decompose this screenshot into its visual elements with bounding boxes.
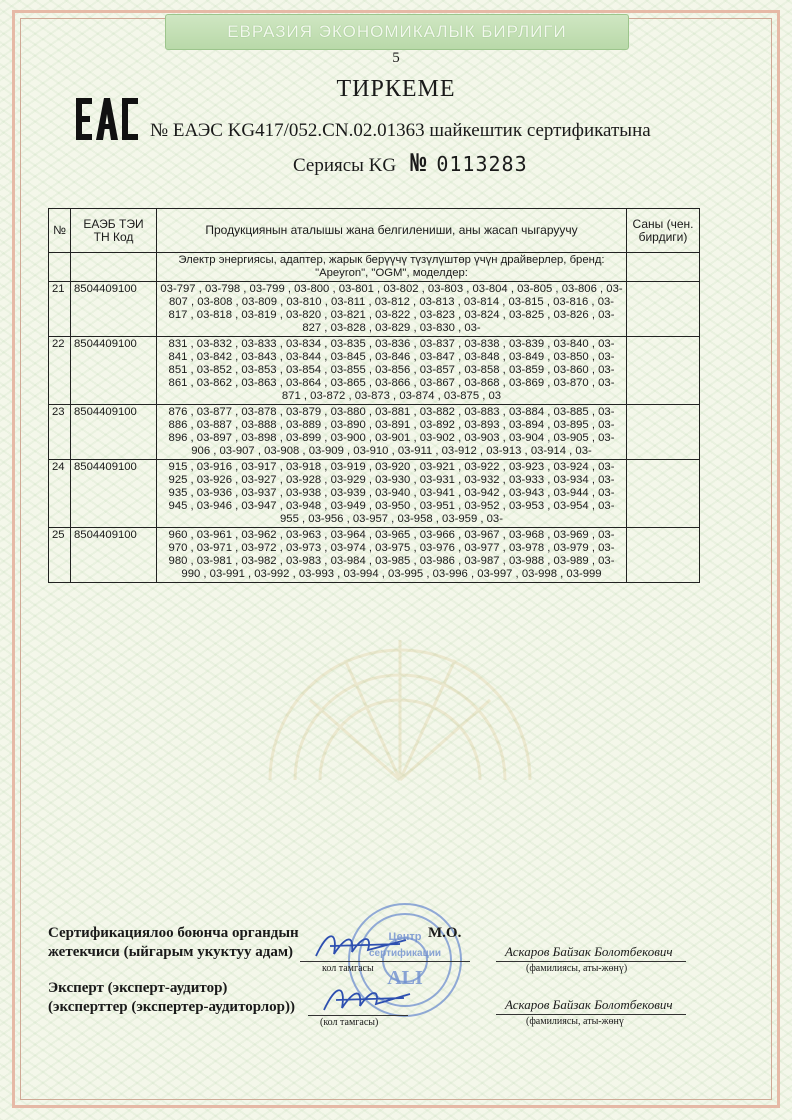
- header-no: №: [49, 209, 71, 253]
- expert-name-line: [496, 1014, 686, 1015]
- table-row: [49, 460, 700, 528]
- eac-logo-icon: [74, 96, 140, 142]
- seal-label: М.О.: [428, 925, 462, 941]
- header-qty: Саны (чен. бирдиги): [627, 209, 700, 253]
- table-row: [49, 528, 700, 583]
- head-sign-caption: кол тамгасы: [322, 963, 374, 974]
- row-qty: [627, 405, 700, 460]
- certificate-reference: № ЕАЭС KG417/052.CN.02.01363 шайкештик сертификатына: [150, 120, 651, 141]
- row-models: 915 , 03-916 , 03-917 , 03-918 , 03-919 , 03-920 , 03-921 , 03-922 , 03-923 , 03-924 , 03-925 , 03-926 , 03-927 , 03-928 , 03-929 , 03-930 , 03-931 , 03-932 , 03-933 , 03-934 , 03-935 , 03-936 , 03-937 , 03-938 , 03-939 , 03-940 , 03-941 , 03-942 , 03-943 , 03-944 , 03-945 , 03-946 , 03-947 , 03-948 , 03-949 , 03-950 , 03-951 , 03-952 , 03-953 , 03-954 , 03-955 , 03-956 , 03-957 , 03-958 , 03-959 , 03-: [157, 460, 627, 528]
- table-row: [49, 337, 700, 405]
- expert-name-caption: (фамилиясы, аты-жөнү: [526, 1016, 624, 1027]
- header-product: Продукциянын аталышы жана белгилениши, аны жасап чыгаруучу: [157, 209, 627, 253]
- row-number: 21: [49, 282, 71, 337]
- series-line: [293, 150, 528, 180]
- table-row: [49, 405, 700, 460]
- row-code: 8504409100: [71, 282, 157, 337]
- row-number: 23: [49, 405, 71, 460]
- row-models: 876 , 03-877 , 03-878 , 03-879 , 03-880 , 03-881 , 03-882 , 03-883 , 03-884 , 03-885 , 03-886 , 03-887 , 03-888 , 03-889 , 03-890 , 03-891 , 03-892 , 03-893 , 03-894 , 03-895 , 03-896 , 03-897 , 03-898 , 03-899 , 03-900 , 03-901 , 03-902 , 03-903 , 03-904 , 03-905 , 03-906 , 03-907 , 03-908 , 03-909 , 03-910 , 03-911 , 03-912 , 03-913 , 03-914 , 03-: [157, 405, 627, 460]
- expert-sign-caption: (кол тамгасы): [320, 1017, 379, 1028]
- document-title: ТИРКЕМЕ: [336, 76, 456, 102]
- row-models: 03-797 , 03-798 , 03-799 , 03-800 , 03-801 , 03-802 , 03-803 , 03-804 , 03-805 , 03-806 , 03-807 , 03-808 , 03-809 , 03-810 , 03-811 , 03-812 , 03-813 , 03-814 , 03-815 , 03-816 , 03-817 , 03-818 , 03-819 , 03-820 , 03-821 , 03-822 , 03-823 , 03-824 , 03-825 , 03-826 , 03-827 , 03-828 , 03-829 , 03-830 , 03-: [157, 282, 627, 337]
- row-models: 960 , 03-961 , 03-962 , 03-963 , 03-964 , 03-965 , 03-966 , 03-967 , 03-968 , 03-969 , 03-970 , 03-971 , 03-972 , 03-973 , 03-974 , 03-975 , 03-976 , 03-977 , 03-978 , 03-979 , 03-980 , 03-981 , 03-982 , 03-983 , 03-984 , 03-985 , 03-986 , 03-987 , 03-988 , 03-989 , 03-990 , 03-991 , 03-992 , 03-993 , 03-994 , 03-995 , 03-996 , 03-997 , 03-998 , 03-999: [157, 528, 627, 583]
- row-models: 831 , 03-832 , 03-833 , 03-834 , 03-835 , 03-836 , 03-837 , 03-838 , 03-839 , 03-840 , 03-841 , 03-842 , 03-843 , 03-844 , 03-845 , 03-846 , 03-847 , 03-848 , 03-849 , 03-850 , 03-851 , 03-852 , 03-853 , 03-854 , 03-855 , 03-856 , 03-857 , 03-858 , 03-859 , 03-860 , 03-861 , 03-862 , 03-863 , 03-864 , 03-865 , 03-866 , 03-867 , 03-868 , 03-869 , 03-870 , 03-871 , 03-872 , 03-873 , 03-874 , 03-875 , 03: [157, 337, 627, 405]
- number-sign: №: [410, 150, 427, 180]
- row-code: 8504409100: [71, 337, 157, 405]
- series-label: Сериясы KG: [293, 155, 397, 176]
- stamp-text-bottom: ALI: [387, 967, 423, 989]
- series-number: 0113283: [436, 152, 528, 176]
- expert-name: Аскаров Байзак Болотбекович: [505, 997, 673, 1012]
- description-row: [49, 253, 700, 282]
- table-row: [49, 282, 700, 337]
- expert-signature-icon: [318, 980, 418, 1016]
- row-code: 8504409100: [71, 460, 157, 528]
- watermark-emblem-icon: [250, 600, 550, 790]
- head-name-caption: (фамилиясы, аты-жөнү): [526, 963, 628, 974]
- head-name-line: [496, 961, 686, 962]
- page-number: 5: [392, 50, 400, 66]
- union-banner: [165, 14, 629, 50]
- stamp-text-mid: сертификации: [368, 948, 442, 959]
- row-qty: [627, 282, 700, 337]
- banner-text: ЕВРАЗИЯ ЭКОНОМИКАЛЫК БИРЛИГИ: [227, 22, 567, 41]
- row-qty: [627, 528, 700, 583]
- row-code: 8504409100: [71, 528, 157, 583]
- head-label-line2: жетекчиси (ыйгарым укуктуу адам): [48, 944, 294, 960]
- head-label-line1: Сертификациялоо боюнча органдын: [48, 925, 299, 941]
- row-qty: [627, 460, 700, 528]
- stamp-text-top: Центр: [388, 931, 422, 943]
- product-description: Электр энергиясы, адаптер, жарык берүүчү түзүлүштөр үчүн драйверлер, бренд: "Apeyron", "OGM", моделдер:: [157, 253, 627, 282]
- row-number: 24: [49, 460, 71, 528]
- expert-label-line1: Эксперт (эксперт-аудитор): [48, 980, 228, 996]
- product-table: [48, 208, 700, 583]
- head-signature-icon: [310, 926, 420, 962]
- expert-label-line2: (эксперттер (экспертер-аудиторлор)): [48, 999, 295, 1015]
- row-number: 22: [49, 337, 71, 405]
- header-code: ЕАЭБ ТЭИ ТН Код: [71, 209, 157, 253]
- head-name: Аскаров Байзак Болотбекович: [505, 944, 673, 959]
- row-number: 25: [49, 528, 71, 583]
- row-qty: [627, 337, 700, 405]
- row-code: 8504409100: [71, 405, 157, 460]
